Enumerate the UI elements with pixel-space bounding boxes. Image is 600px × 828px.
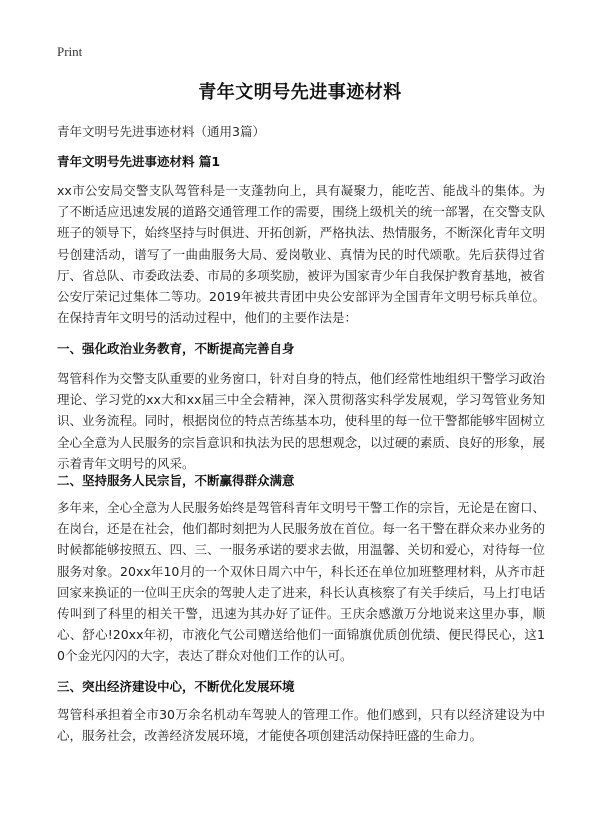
section-paragraph: 驾管科作为交警支队重要的业务窗口，针对自身的特点，他们经常性地组织干警学习政治理论、学习党的xx大和xx届三中全会精神，深入贯彻落实科学发展观，学习驾管业务知识、业务流程。同时，根据岗位的特点苦练基本功，使科里的每一位干警都能够牢固树立全心全意为人民服务的宗旨意识和执法为民的思想观念，以过硬的素质、良好的形象，展示着青年文明号的风采。 bbox=[57, 371, 545, 471]
document-title: 青年文明号先进事迹材料 bbox=[198, 82, 402, 103]
document-subtitle: 青年文明号先进事迹材料（通用3篇） bbox=[57, 124, 265, 139]
section-heading: 三、突出经济建设中心，不断优化发展环境 bbox=[57, 679, 295, 694]
section-heading: 二、坚持服务人民宗旨，不断赢得群众满意 bbox=[57, 473, 295, 488]
print-link[interactable]: Print bbox=[57, 44, 83, 59]
section-paragraph: 驾管科承担着全市30万余名机动车驾驶人的管理工作。他们感到，只有以经济建设为中心，服务社会，改善经济发展环境，才能使各项创建活动保持旺盛的生命力。 bbox=[57, 707, 545, 744]
section-heading: 一、强化政治业务教育，不断提高完善自身 bbox=[57, 341, 295, 356]
intro-paragraph: xx市公安局交警支队驾管科是一支蓬勃向上，具有凝聚力，能吃苦、能战斗的集体。为了不断适应迅速发展的道路交通管理工作的需要，围绕上级机关的统一部署，在交警支队班子的领导下，始终坚持与时俱进、开拓创新，严格执法、热情服务，不断深化青年文明号创建活动，谱写了一曲曲服务大局、爱岗敬业、真情为民的时代颂歌。先后获得过省厅、省总队、市委政法委、市局的多项奖励，被评为国家青少年自我保护教育基地，被省公安厅荣记过集体二等功。2019年被共青团中央公安部评为全国青年文明号标兵单位。在保持青年文明号的活动过程中，他们的主要作法是： bbox=[57, 183, 545, 326]
section-paragraph: 多年来，全心全意为人民服务始终是驾管科青年文明号干警工作的宗旨，无论是在窗口、在岗台，还是在社会，他们都时刻把为人民服务放在首位。每一名干警在群众来办业务的时候都能够按照五、四、三、一服务承诺的要求去做，用温馨、关切和爱心，对待每一位服务对象。20xx年10月的一个双休日周六中午，科长还在单位加班整理材料，从齐市赶回家来换证的一位叫王庆余的驾驶人走了进来，科长认真核察了有关手续后，马上打电话传叫到了科里的相关干警，迅速为其办好了证件。王庆余感激万分地说来这里办事，顺心、舒心!20xx年初，市液化气公司赠送给他们一面锦旗优质创优绩、便民得民心，这10个金光闪闪的大字，表达了群众对他们工作的认可。 bbox=[57, 500, 545, 664]
article-heading: 青年文明号先进事迹材料 篇1 bbox=[57, 154, 221, 169]
